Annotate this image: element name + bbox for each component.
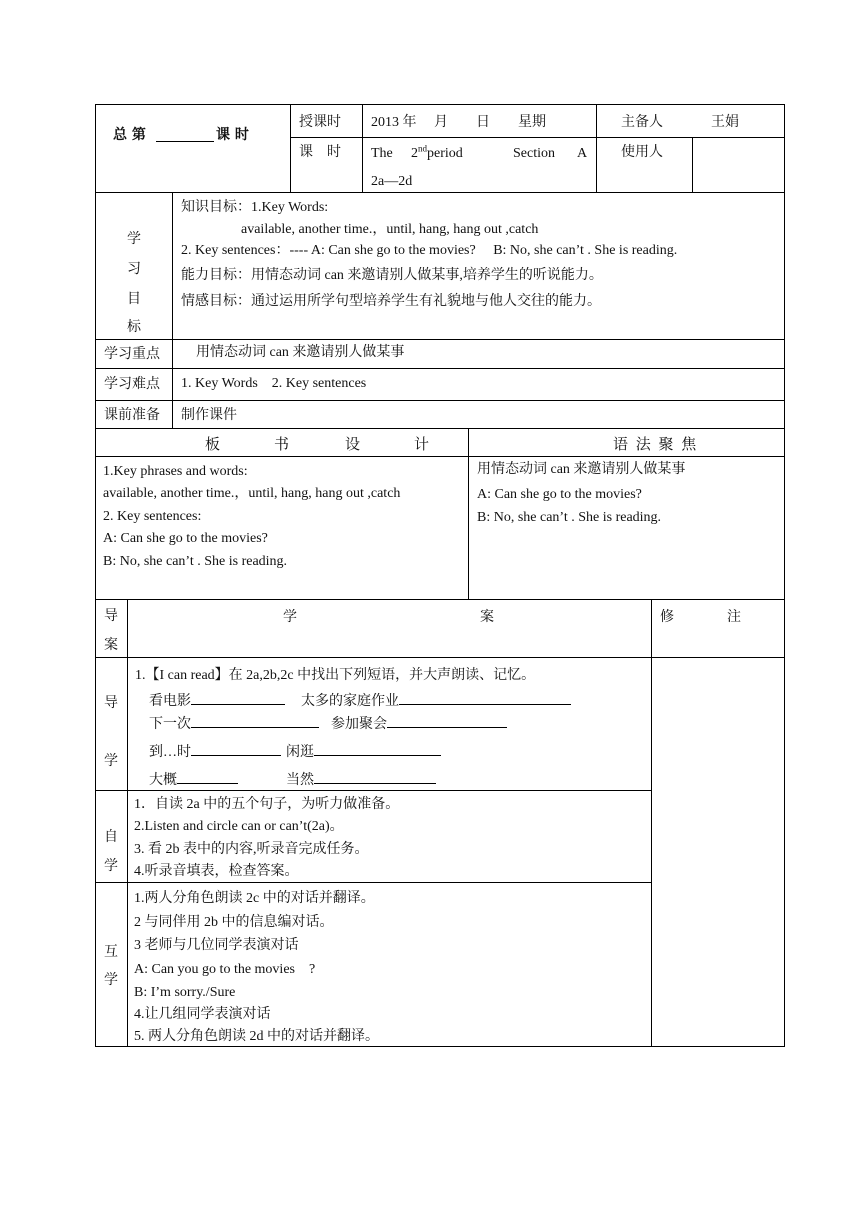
difficulty-value: 1. Key Words 2. Key sentences [181,376,367,391]
key-point-value: 用情态动词 can 来邀请别人做某事 [196,345,405,360]
phrase-item: 下一次 [149,714,319,734]
period-unit-label: 课 时 [216,127,249,143]
self-study-label-char: 自 [104,830,118,845]
phrase-item: 看电影 [149,691,285,711]
guide-label-char: 学 [104,754,118,769]
board-line: 2. Key sentences: [103,509,202,524]
self-study-line: 3. 看 2b 表中的内容,听录音完成任务。 [134,842,369,857]
rule [290,137,785,138]
rule [468,428,469,600]
teach-time-label: 授课时 [299,115,341,130]
rule [95,104,96,1047]
rule [362,104,363,193]
grammar-line: B: No, she can’t . She is reading. [477,510,662,525]
objectives-label-char: 目 [127,292,141,307]
total-blank [156,141,214,142]
board-title-char: 板 [205,437,221,453]
objectives-label-char: 学 [127,232,141,247]
phrase-item: 大概 [149,770,238,790]
peer-study-label-char: 学 [104,973,118,988]
plan-header-char: 案 [480,610,494,625]
ability-goal: 能力目标：用情态动词 can 来邀请别人做某事,培养学生的听说能力。 [181,268,603,283]
peer-study-line: 5. 两人分角色朗读 2d 中的对话并翻译。 [134,1029,379,1044]
phrase-item: 太多的家庭作业 [301,691,571,711]
key-point-label: 学习重点 [104,347,160,362]
rule [95,339,785,340]
total-label: 总 第 [113,127,146,143]
period-section: Section [513,146,555,161]
peer-study-line: B: I’m sorry./Sure [134,985,236,1000]
board-line: B: No, she can’t . She is reading. [103,554,288,569]
phrase-item: 当然 [286,770,436,790]
rule [95,599,785,600]
phrase-item: 参加聚会 [331,714,507,734]
board-title-char: 书 [274,437,290,453]
preparation-value: 制作课件 [181,408,237,423]
rule [95,790,651,791]
lead-prep-label: 主备人 [621,115,663,130]
peer-study-label-char: 互 [104,945,118,960]
board-line: available, another time.，until, hang, hang out ,catch [103,486,401,501]
peer-study-line: 4.让几组同学表演对话 [134,1007,271,1022]
peer-study-line: 1.两人分角色朗读 2c 中的对话并翻译。 [134,891,375,906]
teach-time-value: 2013 年 月 日 星期 [371,115,546,130]
rule [95,368,785,369]
user-label: 使用人 [621,145,663,160]
phrase-item: 到…时 [149,742,281,762]
rule [95,400,785,401]
rule [95,192,785,193]
note-header-char: 注 [727,610,741,625]
self-study-label-char: 学 [104,859,118,874]
peer-study-line: 2 与同伴用 2b 中的信息编对话。 [134,915,334,930]
rule [596,104,597,193]
guide-label-char: 导 [104,696,118,711]
rule [95,456,785,457]
board-line: A: Can she go to the movies? [103,531,268,546]
guide-header-char: 导 [104,609,118,624]
board-title-char: 设 [345,437,361,453]
peer-study-line: A: Can you go to the movies ? [134,962,316,977]
guide-header-char: 案 [104,638,118,653]
board-title-char: 计 [414,437,430,453]
lead-prep-value: 王娟 [711,115,739,130]
key-sentences: 2. Key sentences：---- A: Can she go to the movies? B: No, she can’t . She is reading. [181,243,678,258]
rule [95,882,651,883]
rule [95,104,785,105]
grammar-title: 语 法 聚 焦 [613,437,699,453]
period-range: 2a—2d [371,174,413,189]
note-header-char: 修 [660,610,674,625]
phrase-item: 闲逛 [286,742,441,762]
rule [290,104,291,193]
key-words-list: available, another time.，until, hang, hang out ,catch [241,222,539,237]
rule [692,137,693,193]
objectives-label-char: 标 [127,320,141,335]
knowledge-goal: 知识目标：1.Key Words: [181,200,329,215]
guide-intro: 1.【I can read】在 2a,2b,2c 中找出下列短语，并大声朗读、记忆。 [135,668,536,683]
rule [127,599,128,1047]
rule [172,192,173,429]
self-study-line: 2.Listen and circle can or can’t(2a)。 [134,819,344,834]
objectives-label-char: 习 [127,262,141,277]
rule [95,657,785,658]
self-study-line: 1．自读 2a 中的五个句子，为听力做准备。 [134,797,400,812]
difficulty-label: 学习难点 [104,377,160,392]
rule [95,428,785,429]
self-study-line: 4.听录音填表，检查答案。 [134,864,299,879]
rule [95,1046,785,1047]
preparation-label: 课前准备 [104,408,160,423]
rule [784,104,785,1047]
peer-study-line: 3 老师与几位同学表演对话 [134,938,299,953]
grammar-line: A: Can she go to the movies? [477,487,642,502]
period-the: The [371,146,393,161]
period-section-letter: A [577,146,588,161]
board-line: 1.Key phrases and words: [103,464,248,479]
plan-header-char: 学 [283,610,297,625]
emotion-goal: 情感目标：通过运用所学句型培养学生有礼貌地与他人交往的能力。 [181,294,601,309]
period-ordinal: 2ndperiod [411,143,463,161]
grammar-line: 用情态动词 can 来邀请别人做某事 [477,462,686,477]
period-label: 课 时 [299,145,341,160]
rule [651,599,652,1047]
